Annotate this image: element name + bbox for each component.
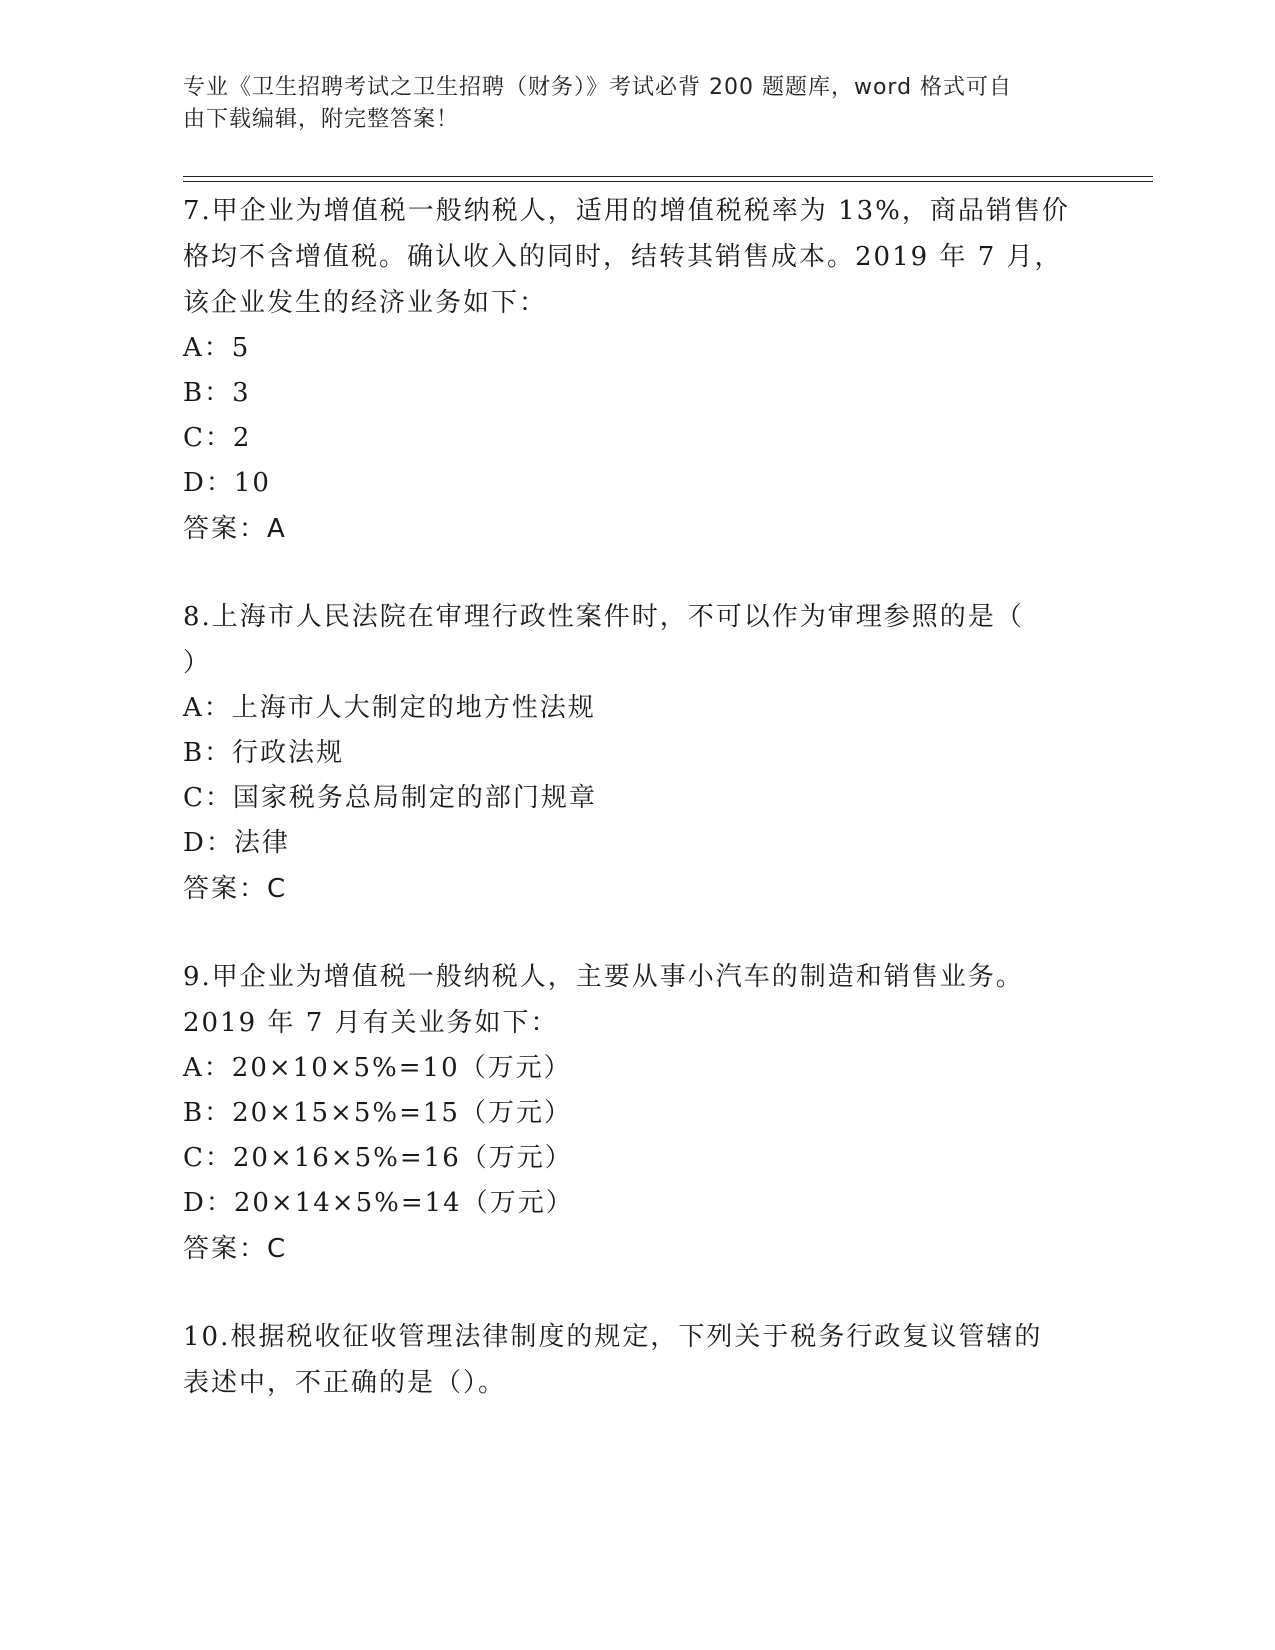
question-10 [183,1314,1083,1406]
question-7 [183,188,1083,552]
document-header [183,72,1063,136]
option-c: C：20×16×5%=16（万元） [183,1143,573,1173]
stem-line: 7.甲企业为增值税一般纳税人，适用的增值税税率为 13%，商品销售价 [183,196,1070,226]
option-a: A：上海市人大制定的地方性法规 [183,693,596,723]
option-d: D：20×14×5%=14（万元） [183,1188,574,1218]
header-line-2: 由下载编辑，附完整答案！ [183,107,460,132]
question-list [183,188,1083,1448]
option-a: A：20×10×5%=10（万元） [183,1053,572,1083]
header-rule-top [183,176,1153,177]
stem-line: 表述中，不正确的是（）。 [183,1368,507,1398]
option-c: C：2 [183,423,252,453]
stem-line: ） [183,648,212,678]
stem-line: 9.甲企业为增值税一般纳税人，主要从事小汽车的制造和销售业务。 [183,962,1024,992]
option-a: A：5 [183,333,251,363]
option-d: D：法律 [183,828,290,858]
stem-line: 格均不含增值税。确认收入的同时，结转其销售成本。2019 年 7 月， [183,242,1063,272]
question-stem [183,594,1083,686]
answer: 答案：C [183,1234,288,1264]
option-d: D：10 [183,468,271,498]
question-stem [183,188,1083,326]
question-stem [183,1314,1083,1406]
question-stem [183,954,1083,1046]
header-line-1: 专业《卫生招聘考试之卫生招聘（财务）》考试必背 200 题题库，word 格式可自 [183,75,1013,100]
header-rule-bottom [183,181,1153,182]
question-9 [183,954,1083,1272]
stem-line: 该企业发生的经济业务如下： [183,288,548,318]
stem-line: 10.根据税收征收管理法律制度的规定，下列关于税务行政复议管辖的 [183,1322,1043,1352]
stem-line: 8.上海市人民法院在审理行政性案件时，不可以作为审理参照的是（ [183,602,1024,632]
question-8 [183,594,1083,912]
option-b: B：3 [183,378,251,408]
stem-line: 2019 年 7 月有关业务如下： [183,1008,559,1038]
answer: 答案：C [183,874,288,904]
option-b: B：行政法规 [183,738,345,768]
option-c: C：国家税务总局制定的部门规章 [183,783,597,813]
option-b: B：20×15×5%=15（万元） [183,1098,572,1128]
answer: 答案：A [183,514,287,544]
